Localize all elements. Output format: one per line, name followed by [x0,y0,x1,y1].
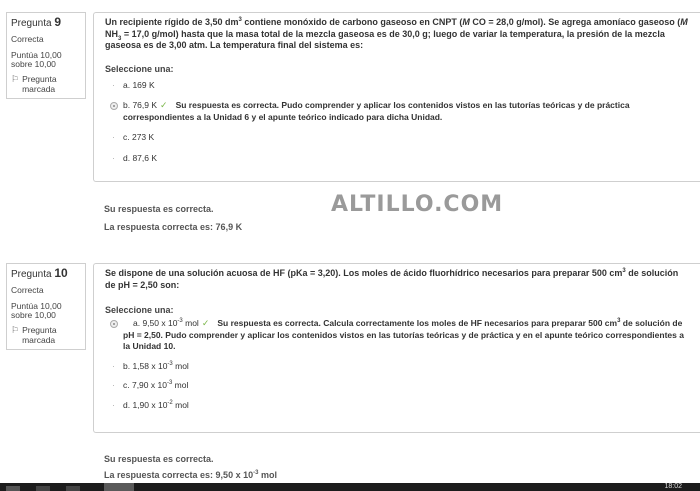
question-box-9 [93,12,700,182]
taskbar-app-button[interactable] [66,486,80,491]
check-icon: ✓ [160,100,168,110]
option-label: d. 87,6 K [123,152,158,163]
start-button[interactable] [6,486,20,491]
question-text: Se dispone de una solución acuosa de HF (pKa = 3,20). Los moles de ácido fluorhídrico necesarios para preparar 500 $cm^3$ de solución de pH = 2,50 son: [105,268,679,290]
question-state: Correcta [11,33,44,44]
outcome-feedback: Su respuesta es correcta. [104,204,214,214]
answer-option-a[interactable] [105,318,690,353]
radio-button-selected[interactable] [110,102,118,110]
question-outcome [104,202,242,235]
radio-button[interactable] [113,85,114,86]
select-one-prompt: Seleccione una: [105,63,174,74]
radio-button[interactable] [113,158,114,159]
answer-option-c[interactable] [105,132,690,144]
answer-option-d[interactable] [105,400,690,412]
flag-icon: ⚐ [11,325,20,336]
flag-question-toggle[interactable] [11,75,81,95]
option-feedback: Su respuesta es correcta. Pudo comprender y aplicar los contenidos vistos en las tutorías teóricas y de práctica correspondientes a la Unidad 6 y el apunte teórico indicado para dicha Unidad. [123,100,630,122]
watermark-text: ALTILLO.COM [331,192,504,217]
answer-option-a[interactable] [105,80,690,92]
taskbar [0,483,700,491]
flag-icon: ⚐ [11,74,20,85]
answer-option-b[interactable] [105,100,690,123]
question-grade: Puntúa 10,00 sobre 10,00 [11,300,62,321]
select-one-prompt: Seleccione una: [105,305,174,315]
right-answer: La respuesta correcta es: 76,9 K [104,222,243,232]
option-label: a. 9,50 x $10^{-3}$ mol [133,318,199,328]
radio-button-selected[interactable] [110,320,118,328]
question-info-9 [6,12,86,99]
question-grade: Puntúa 10,00 sobre 10,00 [11,49,62,70]
question-text: Un recipiente rígido de 3,50 $dm^3$ contiene monóxido de carbono gaseoso en CNPT (M CO = 28,0 g/mol). Se agrega amoníaco gaseoso (M $NH_3 = 17,0$ g/mol) hasta que la masa total de la mezcla gaseosa es de 30,0 g; luego de variar la temperatura, la presión de la mezcla gaseosa es de 3,00 atm. La temperatura final del sistema es: [105,17,688,50]
answer-option-d[interactable] [105,153,690,165]
option-feedback: Su respuesta es correcta. Calcula correctamente los moles de HF necesarios para preparar 500 $cm^3$ de solución de pH = 2,50. Pudo comprender y aplicar los contenidos vistos en las tutorías teóricas y de práctica y en el apunte teórico correspondientes a la Unidad 10. [123,318,684,351]
option-label: d. 1,90 x $10^{-2}$ mol [123,399,189,410]
radio-button[interactable] [113,385,114,386]
outcome-feedback: Su respuesta es correcta. [104,454,214,464]
taskbar-clock: 18:02 [664,483,682,490]
flag-label: Pregunta marcada [22,74,57,94]
option-label: c. 7,90 x $10^{-3}$ mol [123,380,189,390]
question-info-10 [6,263,86,350]
radio-button[interactable] [113,366,114,367]
question-box-10 [93,263,700,433]
option-label: b. 1,58 x $10^{-3}$ mol [123,360,189,371]
radio-button[interactable] [113,137,114,138]
option-label: a. 169 K [123,79,155,90]
taskbar-active-app[interactable] [104,483,134,491]
question-number: Pregunta 9 [11,15,62,29]
option-label: c. 273 K [123,132,155,142]
question-outcome [104,452,277,483]
answer-option-c[interactable] [105,380,690,392]
check-icon: ✓ [201,318,210,328]
taskbar-app-button[interactable] [36,486,50,491]
flag-question-toggle[interactable] [11,326,81,346]
question-state: Correcta [11,284,44,295]
answer-option-b[interactable] [105,361,690,373]
question-number: Pregunta 10 [11,266,68,280]
flag-label: Pregunta marcada [22,325,57,345]
radio-button[interactable] [113,405,114,406]
option-label: b. 76,9 K [123,100,158,110]
right-answer: La respuesta correcta es: 9,50 x $10^{-3}$ mol [104,470,277,480]
